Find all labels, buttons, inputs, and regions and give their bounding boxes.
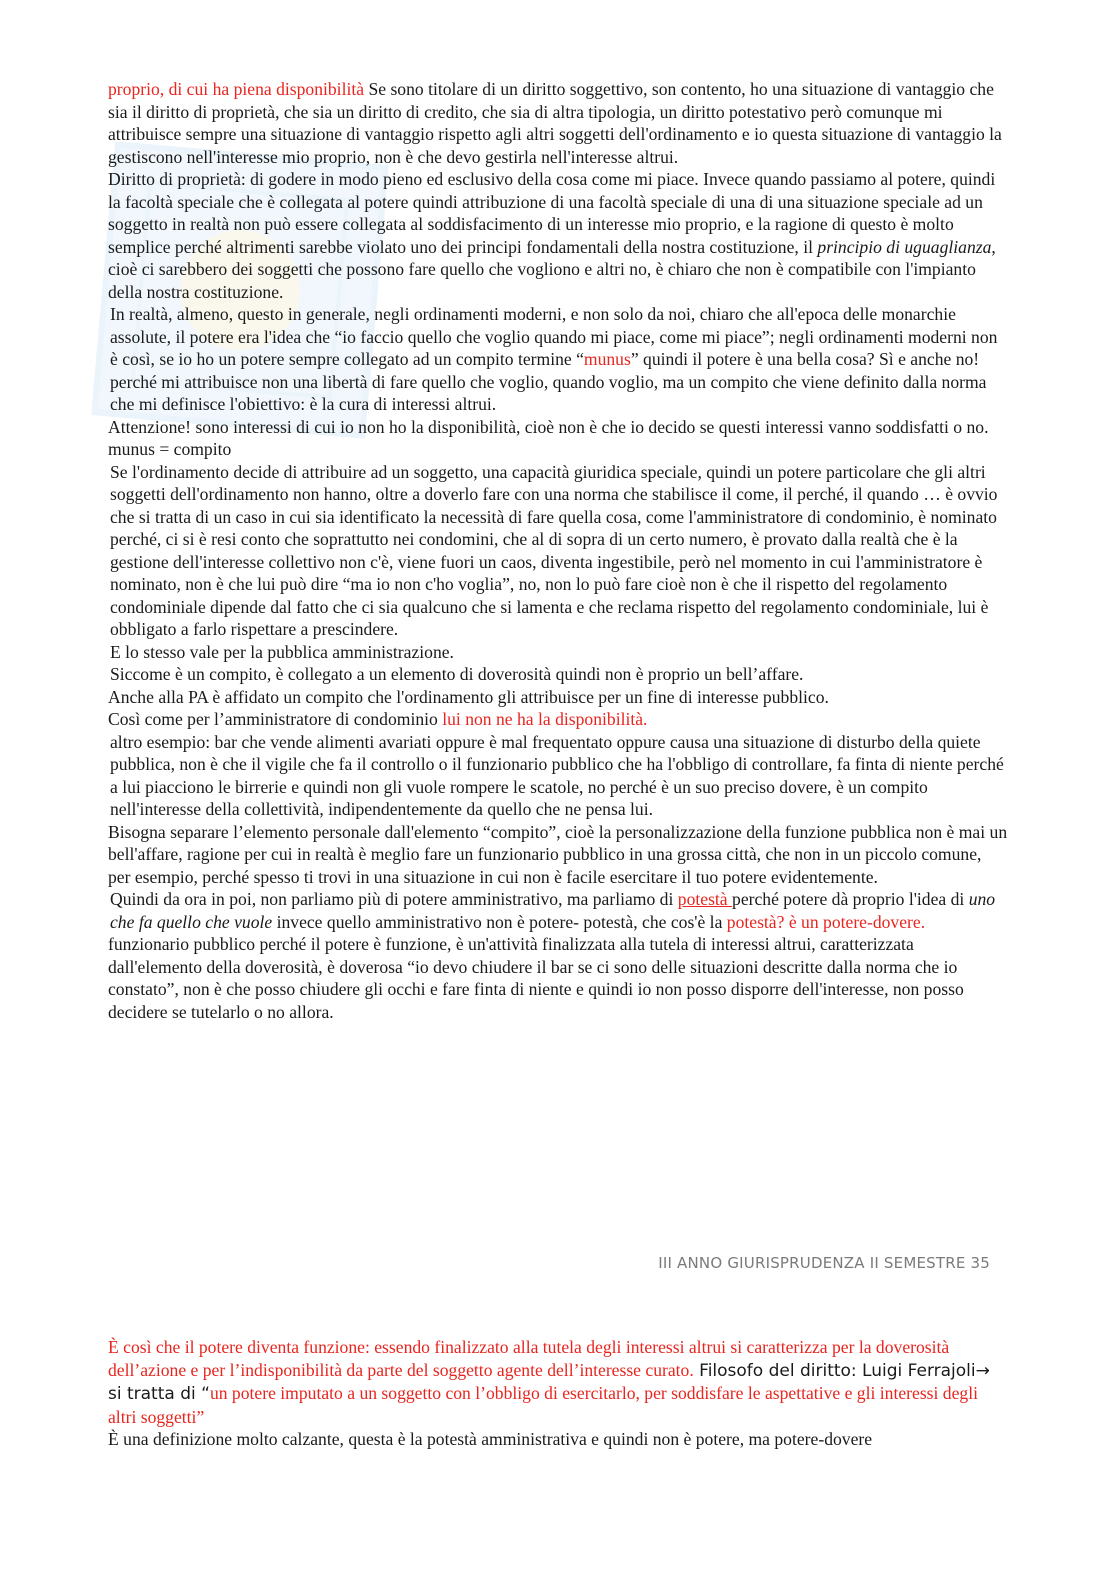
italic-text: principio di uguaglianza xyxy=(817,236,992,257)
highlight-text: È così che il potere diventa funzione: essendo finalizzato alla tutela degli interessi altrui si caratterizza per la doverosità dell’azione e per l’indisponibilità da parte del soggetto agente dell’interesse curato. xyxy=(108,1337,950,1380)
paragraph-7: E lo stesso vale per la pubblica amministrazione. xyxy=(110,641,454,662)
paragraph-8: Siccome è un compito, è collegato a un elemento di doverosità quindi non è proprio un bell’affare. xyxy=(110,664,804,684)
paragraph-10 xyxy=(108,708,1008,731)
paragraph-text: Diritto di proprietà: di godere in modo pieno ed esclusivo della cosa come mi piace. Invece quando passiamo al potere, quindi la facoltà speciale che è collegata al potere quindi attribuzione di una facoltà speciale di una di una situazione speciale ad un soggetto in realtà non può essere collegata al soddisfacimento di un interesse mio proprio, e la ragione di questo è molto semplice perché altrimenti sarebbe violato uno dei principi fondamentali della nostra costituzione, il xyxy=(108,169,996,257)
paragraph-text: Così come per l’amministratore di condominio xyxy=(108,709,443,729)
paragraph-text: , cioè ci sarebbero dei soggetti che possono fare quello che vogliono e altri no, è chiaro che non è compatibile con l'impianto della nostra costituzione. xyxy=(108,236,996,302)
highlight-text: proprio, di cui ha piena disponibilità xyxy=(108,79,365,99)
paragraph-text: perché potere dà proprio l'idea di xyxy=(732,889,969,909)
paragraph-13 xyxy=(108,888,1008,933)
next-page-text xyxy=(108,1336,1008,1451)
highlight-text: lui non ne ha la disponibilità. xyxy=(442,709,648,729)
paragraph-next-2: È una definizione molto calzante, questa è la potestà amministrativa e quindi non è potere, ma potere-dovere xyxy=(108,1429,873,1449)
paragraph-4: Attenzione! sono interessi di cui io non ho la disponibilità, cioè non è che io decido se questi interessi vanno soddisfatti o no. xyxy=(108,416,989,437)
paragraph-5: munus = compito xyxy=(108,439,232,459)
main-text xyxy=(108,78,1008,1023)
italic-text: uno che fa quello che vuole xyxy=(110,889,996,932)
highlight-text: potestà? è un potere-dovere. xyxy=(726,911,926,932)
paragraph-text: ” quindi il potere è una bella cosa? Sì e anche no! perché mi attribuisce non una libertà di fare quello che voglio, quando voglio, ma un compito che viene definito dalla norma che mi definisce l'obiettivo: è la cura di interessi altrui. xyxy=(110,349,987,414)
paragraph-next-1 xyxy=(108,1336,1008,1428)
paragraph-14: funzionario pubblico perché il potere è funzione, è un'attività finalizzata alla tutela di interessi altrui, caratterizzata dall'elemento della doverosità, è doverosa “io devo chiudere il bar se ci sono delle situazioni descritte dalla norma che io constato”, non è che posso chiudere gli occhi e fare finta di niente e quindi io non posso disporre dell'interesse, non posso decidere se tutelarlo o no allora. xyxy=(108,934,964,1022)
paragraph-text: Se sono titolare di un diritto soggettivo, son contento, ho una situazione di vantaggio che sia il diritto di proprietà, che sia un diritto di credito, che sia di altra tipologia, un diritto potestativo però comunque mi attribuisce sempre una situazione di vantaggio rispetto agli altri soggetti dell'ordinamento e io questa situazione di vantaggio la gestiscono nell'interesse mio proprio, non è che devo gestirla nell'interesse altrui. xyxy=(108,79,1002,167)
paragraph-3 xyxy=(108,303,1008,416)
paragraph-6: Se l'ordinamento decide di attribuire ad un soggetto, una capacità giuridica speciale, quindi un potere particolare che gli altri soggetti dell'ordinamento non hanno, oltre a doverlo fare con una norma che stabilisce il come, il perché, il quando … è ovvio che si tratta di un caso in cui sia identificato la necessità di fare quella cosa, come l'amministratore di condominio, è nominato perché, ci si è resi conto che soprattutto nei condomini, che al di sopra di un certo numero, è provato dalla realtà che è la gestione dell'interesse collettivo non c'è, viene fuori un caos, diventa ingestibile, però nel momento in cui l'amministratore è nominato, non è che lui può dire “ma io non c'ho voglia”, no, non lo può fare cioè non è che il rispetto del regolamento condominiale dipende dal fatto che ci sia qualcuno che si lamenta e che reclama rispetto del regolamento condominiale, lui è obbligato a farlo rispettare a prescindere. xyxy=(110,461,998,639)
paragraph-text: invece quello amministrativo non è potere- potestà, che cos'è la xyxy=(272,911,727,932)
paragraph-text: In realtà, almeno, questo in generale, negli ordinamenti moderni, e non solo da noi, chiaro che all'epoca delle monarchie assolute, il potere era l'idea che “io faccio quello che voglio quando mi piace, come mi piace”; negli ordinamenti moderni non è così, se io ho un potere sempre collegato ad un compito termine “ xyxy=(110,304,998,369)
paragraph-11: altro esempio: bar che vende alimenti avariati oppure è mal frequentato oppure causa una situazione di disturbo della quiete pubblica, non è che il vigile che fa il controllo o il funzionario pubblico che ha l'obbligo di controllare, fa finta di niente perché a lui piacciono le birrerie e quindi non gli vuole rompere le scatole, no perché è un suo preciso dovere, è un compito nell'interesse della collettività, indipendentemente da quello che ne pensa lui. xyxy=(110,731,1004,819)
paragraph-12: Bisogna separare l’elemento personale dall'elemento “compito”, cioè la personalizzazione della funzione pubblica non è mai un bell'affare, ragione per cui in realtà è meglio fare un funzionario pubblico in una grossa città, che non in un piccolo comune, per esempio, perché spesso ti trovi in una situazione in cui non è facile esercitare il tuo potere evidentemente. xyxy=(108,821,1008,887)
highlight-text: un potere imputato a un soggetto con l’obbligo di esercitarlo, per soddisfare le aspettative e gli interessi degli altri soggetti” xyxy=(108,1383,978,1427)
page-footer: III ANNO GIURISPRUDENZA II SEMESTRE 35 xyxy=(658,1254,990,1272)
highlight-text: munus xyxy=(583,349,631,369)
paragraph-9: Anche alla PA è affidato un compito che l'ordinamento gli attribuisce per un fine di interesse pubblico. xyxy=(108,686,829,707)
paragraph-1 xyxy=(108,78,1008,168)
paragraph-text: Quindi da ora in poi, non parliamo più di potere amministrativo, ma parliamo di xyxy=(110,889,678,909)
sans-text: Filosofo del diritto: Luigi Ferrajoli→ si tratta di “ xyxy=(108,1360,990,1404)
highlight-underlined-text: potestà xyxy=(677,889,733,909)
paragraph-2 xyxy=(108,168,1008,303)
